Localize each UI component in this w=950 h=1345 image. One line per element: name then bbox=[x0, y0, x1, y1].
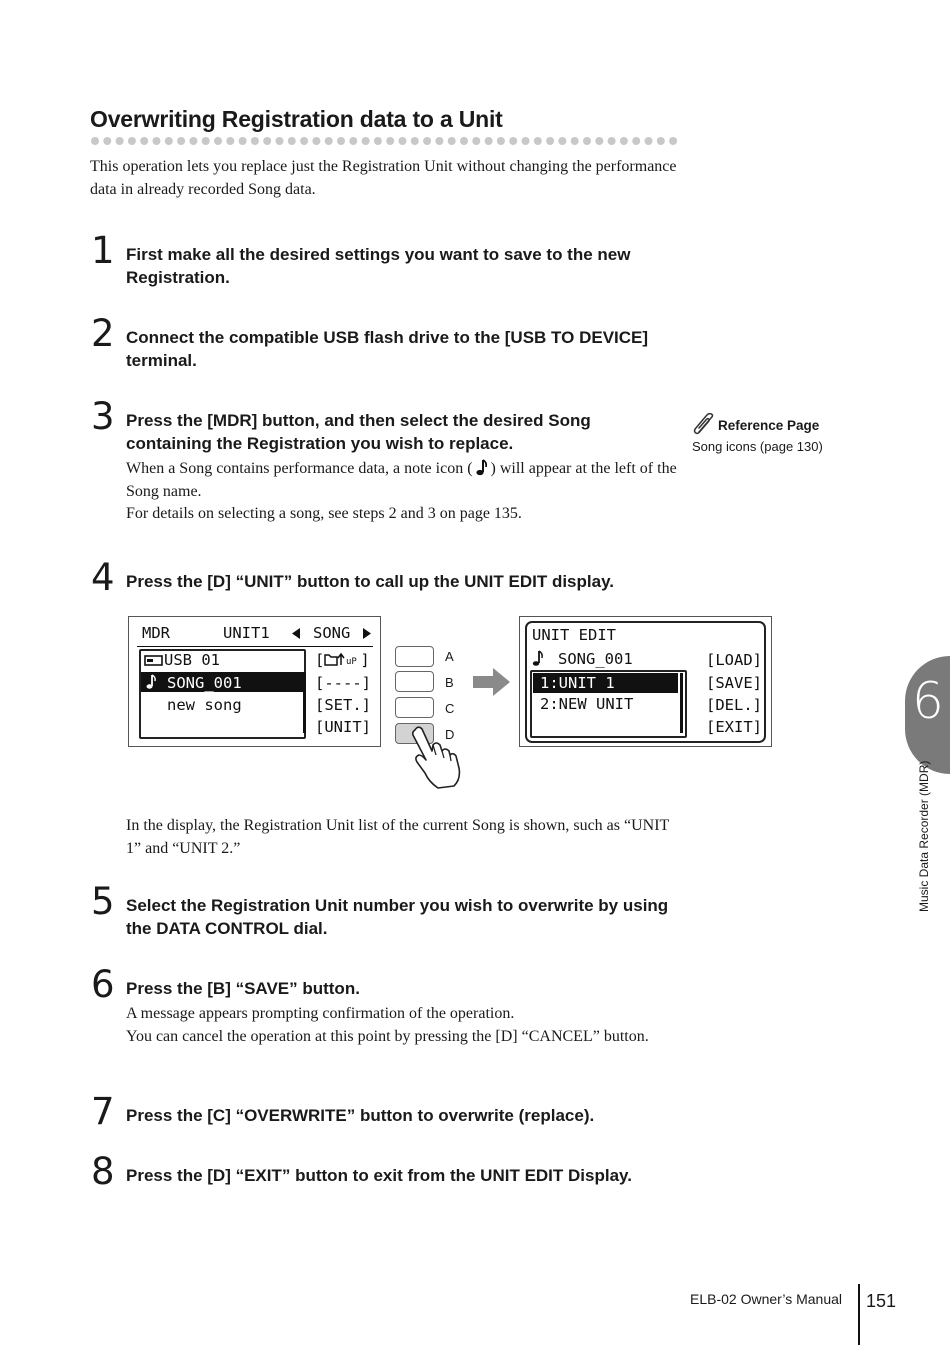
step-number: 6 bbox=[91, 963, 115, 1006]
soft-button-delete[interactable]: [DEL.] bbox=[706, 696, 762, 714]
step-heading: Press the [C] “OVERWRITE” button to overwrite (replace). bbox=[126, 1106, 595, 1125]
rule-dot bbox=[620, 137, 628, 145]
rule-dot bbox=[202, 137, 210, 145]
button-label-a: A bbox=[445, 649, 454, 664]
rule-dot bbox=[214, 137, 222, 145]
unit-item[interactable]: 2:NEW UNIT bbox=[540, 695, 634, 713]
rule-dot bbox=[288, 137, 296, 145]
footer-manual-title: ELB-02 Owner’s Manual bbox=[690, 1291, 843, 1307]
rule-dot bbox=[386, 137, 394, 145]
rule-dot bbox=[645, 137, 653, 145]
rule-dot bbox=[411, 137, 419, 145]
rule-dot bbox=[522, 137, 530, 145]
rule-dot bbox=[153, 137, 161, 145]
rule-dot bbox=[608, 137, 616, 145]
triangle-right-icon bbox=[362, 628, 371, 639]
rule-dot bbox=[251, 137, 259, 145]
lcd-song-tab: SONG bbox=[313, 624, 351, 642]
unit-item-selected[interactable]: 1:UNIT 1 bbox=[540, 674, 615, 692]
rule-dot bbox=[349, 137, 357, 145]
lcd-divider bbox=[137, 646, 373, 647]
rule-dot bbox=[472, 137, 480, 145]
step-body: In the display, the Registration Unit list of the current Song is shown, such as “UNIT 1” and “UNIT 2.” bbox=[126, 817, 670, 857]
step-number: 1 bbox=[91, 229, 115, 272]
step-number: 5 bbox=[91, 880, 115, 923]
rule-dot bbox=[497, 137, 505, 145]
rule-dot bbox=[448, 137, 456, 145]
rule-dot bbox=[534, 137, 542, 145]
rule-dot bbox=[669, 137, 677, 145]
button-label-b: B bbox=[445, 675, 454, 690]
rule-dot bbox=[263, 137, 271, 145]
arrow-right-icon bbox=[473, 666, 511, 698]
rule-dot bbox=[312, 137, 320, 145]
chapter-name: Music Data Recorder (MDR) bbox=[917, 760, 931, 912]
step-heading: Connect the compatible USB flash drive to the [USB TO DEVICE] terminal. bbox=[126, 328, 649, 370]
rule-dot bbox=[177, 137, 185, 145]
lcd-mode-label: MDR bbox=[142, 624, 170, 642]
scrollbar[interactable] bbox=[680, 673, 683, 733]
button-label-c: C bbox=[445, 701, 455, 716]
rule-dot bbox=[300, 137, 308, 145]
step-number: 8 bbox=[91, 1150, 115, 1193]
rule-dot bbox=[91, 137, 99, 145]
rule-dot bbox=[374, 137, 382, 145]
step-heading: Press the [D] “EXIT” button to exit from the UNIT EDIT Display. bbox=[126, 1166, 632, 1185]
panel-button-c[interactable] bbox=[395, 697, 434, 718]
soft-button-a[interactable]: [ uP ] bbox=[315, 651, 370, 669]
mdr-lcd-display bbox=[128, 616, 381, 747]
scrollbar[interactable] bbox=[303, 672, 306, 733]
pointing-hand-icon bbox=[405, 724, 463, 790]
rule-dot bbox=[583, 137, 591, 145]
lcd-unit-label: UNIT1 bbox=[223, 624, 270, 642]
reference-link[interactable]: Song icons (page 130) bbox=[692, 439, 823, 454]
rule-dot bbox=[460, 137, 468, 145]
triangle-left-icon bbox=[292, 628, 301, 639]
intro-paragraph: This operation lets you replace just the Registration Unit without changing the performance data in already recorded Song data. bbox=[90, 158, 677, 198]
rule-dot bbox=[657, 137, 665, 145]
panel-button-a[interactable] bbox=[395, 646, 434, 667]
rule-dot bbox=[189, 137, 197, 145]
unit-edit-title: UNIT EDIT bbox=[532, 626, 616, 644]
step-number: 2 bbox=[91, 312, 115, 355]
rule-dot bbox=[239, 137, 247, 145]
soft-button-c[interactable]: [SET.] bbox=[315, 696, 371, 714]
rule-dot bbox=[485, 137, 493, 145]
rule-dot bbox=[595, 137, 603, 145]
chapter-number: 6 bbox=[912, 672, 944, 730]
step-heading: First make all the desired settings you want to save to the new Registration. bbox=[126, 245, 631, 287]
rule-dot bbox=[165, 137, 173, 145]
rule-dot bbox=[435, 137, 443, 145]
step-heading: Select the Registration Unit number you wish to overwrite by using the DATA CONTROL dial. bbox=[126, 896, 669, 938]
rule-dot bbox=[509, 137, 517, 145]
rule-dot bbox=[399, 137, 407, 145]
rule-dot bbox=[116, 137, 124, 145]
page-number: 151 bbox=[866, 1291, 897, 1311]
paperclip-icon bbox=[692, 413, 716, 435]
step-body: When a Song contains performance data, a note icon ( ) will appear at the left of the Song name. For details on selecting a song, see steps 2 and 3 on page 135. bbox=[126, 460, 677, 522]
footer-divider bbox=[858, 1284, 860, 1345]
panel-button-b[interactable] bbox=[395, 671, 434, 692]
song-name: SONG_001 bbox=[558, 650, 633, 668]
rule-dot bbox=[276, 137, 284, 145]
step-number: 4 bbox=[91, 556, 115, 599]
soft-button-d[interactable]: [UNIT] bbox=[315, 718, 371, 736]
usb-drive-icon bbox=[144, 654, 163, 666]
section-title: Overwriting Registration data to a Unit bbox=[90, 106, 503, 132]
soft-button-exit[interactable]: [EXIT] bbox=[706, 718, 762, 736]
folder-name: USB 01 bbox=[164, 651, 220, 669]
button-label-d: D bbox=[445, 727, 455, 742]
step-number: 3 bbox=[91, 395, 115, 438]
rule-dot bbox=[140, 137, 148, 145]
rule-dot bbox=[558, 137, 566, 145]
note-icon bbox=[146, 674, 157, 690]
rule-dot bbox=[632, 137, 640, 145]
rule-dot bbox=[103, 137, 111, 145]
soft-button-load[interactable]: [LOAD] bbox=[706, 651, 762, 669]
song-item-selected[interactable]: SONG_001 bbox=[167, 674, 242, 692]
song-item[interactable]: new song bbox=[167, 696, 242, 714]
soft-button-b[interactable]: [----] bbox=[315, 674, 371, 692]
rule-dot bbox=[128, 137, 136, 145]
step-body: A message appears prompting confirmation of the operation. You can cancel the operation at this point by pressing the [D] “CANCEL” button. bbox=[126, 1005, 649, 1045]
unit-edit-lcd-display bbox=[519, 616, 772, 747]
rule-dot bbox=[325, 137, 333, 145]
rule-dot bbox=[337, 137, 345, 145]
note-icon bbox=[532, 650, 544, 667]
step-heading: Press the [D] “UNIT” button to call up the UNIT EDIT display. bbox=[126, 572, 614, 591]
step-number: 7 bbox=[91, 1090, 115, 1133]
svg-text:uP: uP bbox=[346, 657, 358, 666]
step-heading: Press the [B] “SAVE” button. bbox=[126, 979, 360, 998]
step-heading: Press the [MDR] button, and then select the desired Song containing the Registration you wish to replace. bbox=[126, 411, 591, 453]
dotted-rule bbox=[90, 136, 680, 146]
rule-dot bbox=[423, 137, 431, 145]
reference-title: Reference Page bbox=[718, 418, 820, 433]
rule-dot bbox=[226, 137, 234, 145]
soft-button-save[interactable]: [SAVE] bbox=[706, 674, 762, 692]
note-icon bbox=[475, 458, 489, 476]
rule-dot bbox=[362, 137, 370, 145]
rule-dot bbox=[571, 137, 579, 145]
rule-dot bbox=[546, 137, 554, 145]
folder-up-icon bbox=[324, 652, 360, 666]
